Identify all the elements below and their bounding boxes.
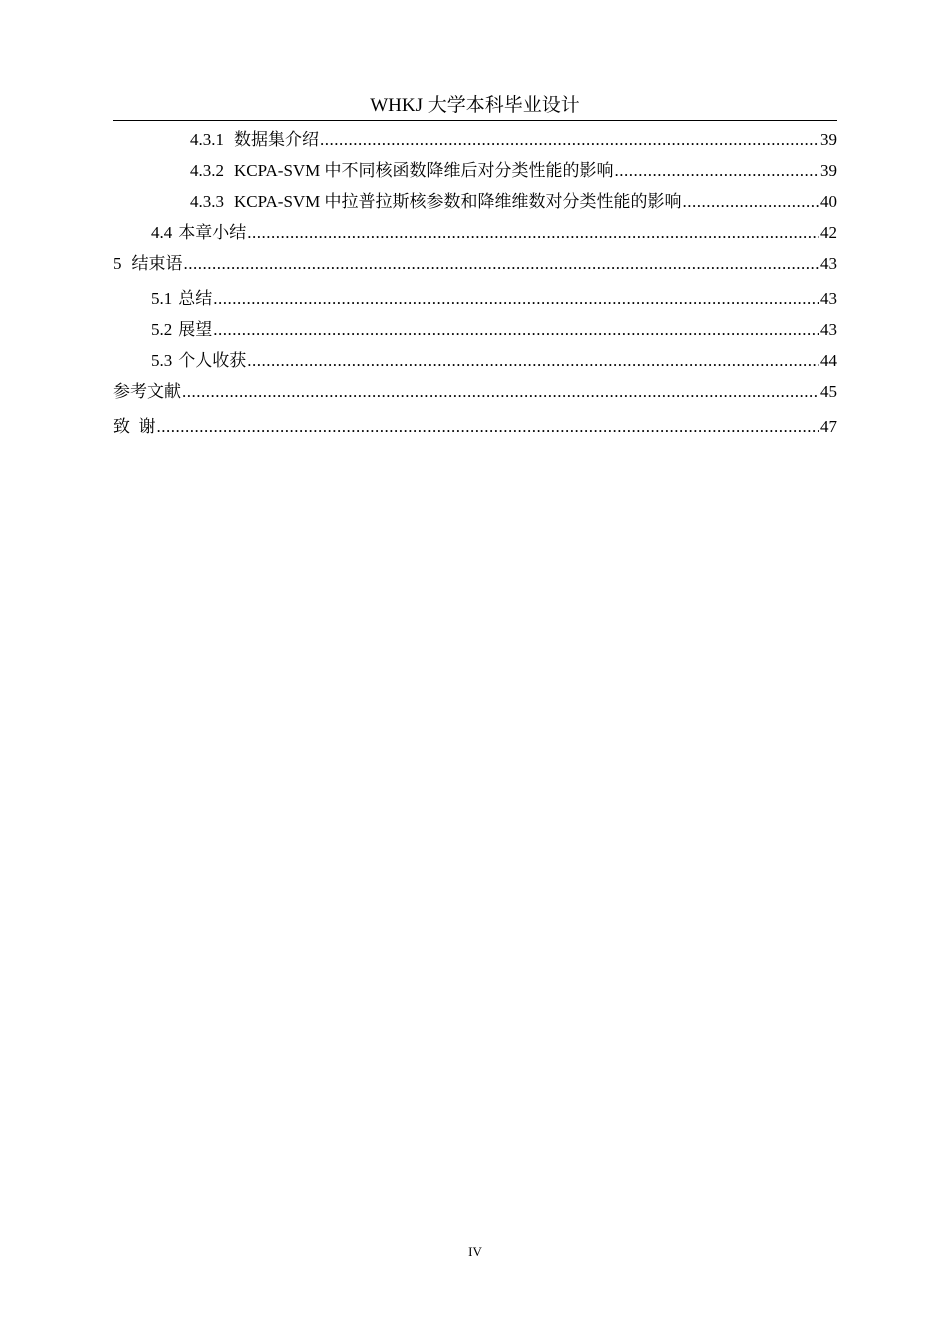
toc-entry-page: 39: [820, 130, 837, 149]
toc-leader-dots: [184, 248, 820, 279]
toc-entry-number: 4.3.2: [190, 161, 224, 180]
toc-entry-title: 总结: [178, 289, 213, 308]
toc-entry-page: 39: [820, 161, 837, 180]
toc-entry[interactable]: [113, 217, 837, 248]
toc-entry[interactable]: [113, 186, 837, 217]
page-footer: [0, 1244, 950, 1260]
toc-entry-page: 43: [820, 254, 837, 273]
toc-entry-title: 展望: [178, 320, 213, 339]
toc-entry-number: 5.1: [151, 289, 173, 308]
toc-leader-dots: [683, 186, 819, 217]
toc-entry[interactable]: [113, 314, 837, 345]
toc-entry-title: 结束语: [131, 254, 183, 273]
toc-entry-title: 本章小结: [178, 223, 247, 242]
toc-entry-page: 40: [820, 192, 837, 211]
toc-entry-page: 43: [820, 289, 837, 308]
toc-entry-title: 致 谢: [113, 417, 156, 436]
toc-leader-dots: [213, 314, 819, 345]
toc-leader-dots: [213, 283, 819, 314]
toc-entry[interactable]: [113, 155, 837, 186]
toc-entry[interactable]: [113, 345, 837, 376]
toc-entry-page: 44: [820, 351, 837, 370]
toc-leader-dots: [157, 411, 820, 442]
toc-entry-title: 个人收获: [178, 351, 247, 370]
toc-entry[interactable]: [113, 411, 837, 442]
toc-entry-number: 5.2: [151, 320, 173, 339]
toc-entry-title: KCPA-SVM 中不同核函数降维后对分类性能的影响: [234, 161, 614, 180]
toc-entry-page: 47: [820, 417, 837, 436]
toc-entry-number: 4.3.1: [190, 130, 224, 149]
toc-entry[interactable]: [113, 248, 837, 279]
toc-leader-dots: [247, 217, 819, 248]
toc-entry-page: 45: [820, 382, 837, 401]
toc-entry-title: 数据集介绍: [234, 130, 319, 149]
toc-entry[interactable]: [113, 124, 837, 155]
header-title: WHKJ 大学本科毕业设计: [370, 95, 580, 116]
toc-entry-number: 4.3.3: [190, 192, 224, 211]
toc-entry[interactable]: [113, 376, 837, 407]
toc-entry-title: 参考文献: [113, 382, 181, 401]
toc-leader-dots: [320, 124, 819, 155]
toc-entry[interactable]: [113, 283, 837, 314]
page-header: [113, 92, 837, 121]
toc-entry-title: KCPA-SVM 中拉普拉斯核参数和降维维数对分类性能的影响: [234, 192, 682, 211]
toc-entry-page: 42: [820, 223, 837, 242]
toc-leader-dots: [615, 155, 819, 186]
toc-entry-number: 5: [113, 254, 122, 273]
toc-entry-page: 43: [820, 320, 837, 339]
toc-leader-dots: [247, 345, 819, 376]
page-number: IV: [468, 1244, 482, 1259]
toc-leader-dots: [182, 376, 819, 407]
table-of-contents: [113, 124, 837, 442]
toc-entry-number: 4.4: [151, 223, 173, 242]
toc-entry-number: 5.3: [151, 351, 173, 370]
